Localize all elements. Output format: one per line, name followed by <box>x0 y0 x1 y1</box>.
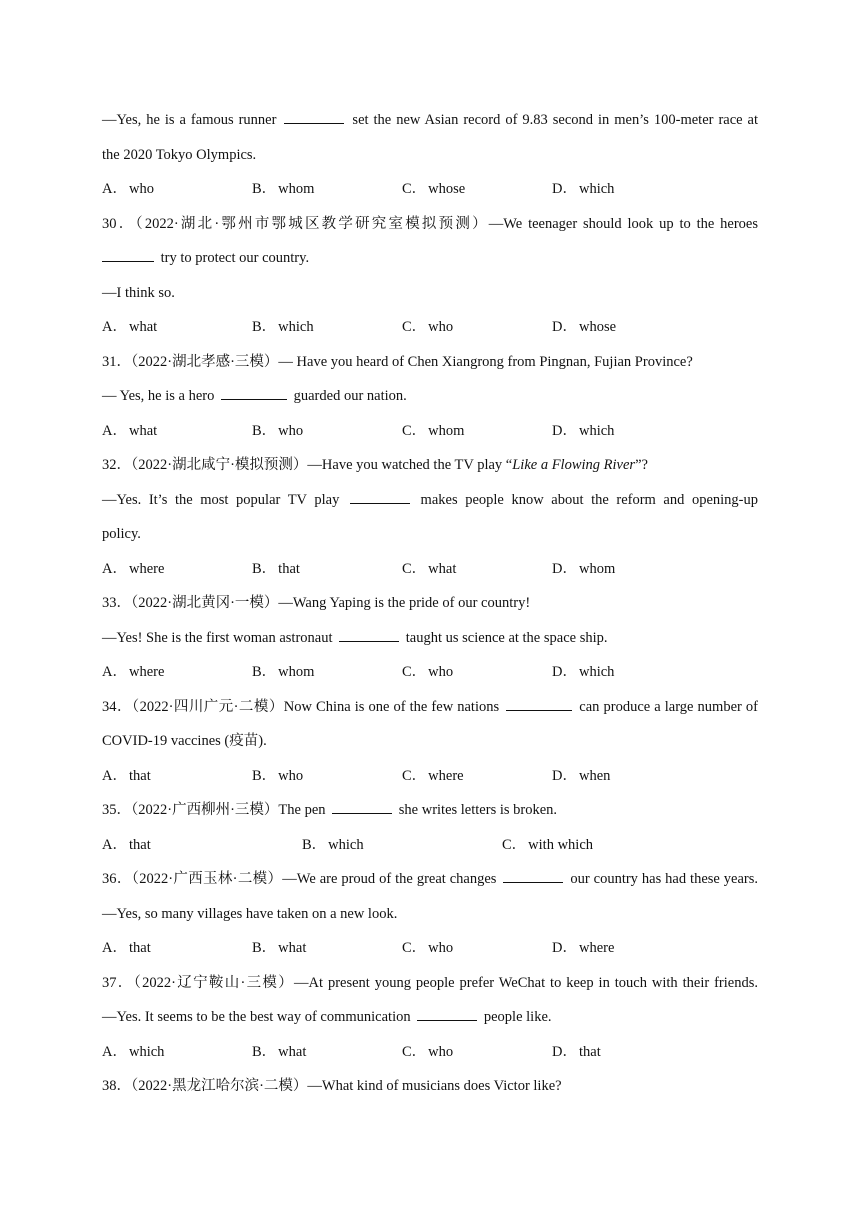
answer-blank <box>339 640 399 642</box>
option-d[interactable]: D． whom <box>552 560 616 577</box>
q32-options <box>102 552 758 587</box>
option-d[interactable]: D． which <box>552 422 615 439</box>
option-d[interactable]: D． whose <box>552 319 617 335</box>
q36-line2: —Yes, so many villages have taken on a new look. <box>102 905 398 922</box>
q31-line1: 31．（2022·湖北孝感·三模）— Have you heard of Chen Xiangrong from Pingnan, Fujian Province? <box>102 353 693 370</box>
option-b[interactable]: B． what <box>252 1043 307 1060</box>
option-a[interactable]: A． that <box>102 940 151 956</box>
option-a[interactable]: A． what <box>102 422 158 439</box>
q38-line1: 38．（2022·黑龙江哈尔滨·二模）—What kind of musicians does Victor like? <box>102 1078 562 1094</box>
option-c[interactable]: C． whom <box>402 422 465 439</box>
option-a[interactable]: A． where <box>102 560 165 577</box>
option-c[interactable]: C． who <box>402 664 454 680</box>
answer-blank <box>221 398 287 400</box>
answer-blank <box>102 260 154 262</box>
q32-line2: —Yes. It’s the most popular TV play makes people know about the reform and opening-up <box>102 491 759 508</box>
q33-options <box>102 655 758 690</box>
option-d[interactable]: D． which <box>552 664 615 680</box>
q37-options <box>102 1035 758 1070</box>
option-a[interactable]: A． that <box>102 767 151 784</box>
option-b[interactable]: B． what <box>252 940 307 956</box>
option-d[interactable]: D． that <box>552 1043 601 1060</box>
option-c[interactable]: C． whose <box>402 181 466 197</box>
q32-line1: 32．（2022·湖北咸宁·模拟预测）—Have you watched the TV play “Like a Flowing River”? <box>102 457 648 473</box>
option-b[interactable]: B． that <box>252 560 300 577</box>
option-a[interactable]: A． where <box>102 664 165 680</box>
option-c[interactable]: C． what <box>402 560 457 577</box>
q34-line2: COVID-19 vaccines (疫苗). <box>102 733 267 749</box>
q30-line3: —I think so. <box>102 284 175 301</box>
option-c[interactable]: C． with which <box>502 836 594 853</box>
option-d[interactable]: D． when <box>552 767 611 784</box>
q34-line1: 34．（2022·四川广元·二模）Now China is one of the few nations can produce a large number of <box>102 698 759 715</box>
option-b[interactable]: B． whom <box>252 664 315 680</box>
q31-line2: — Yes, he is a hero guarded our nation. <box>102 388 407 404</box>
q33-line1: 33．（2022·湖北黄冈·一模）—Wang Yaping is the pride of our country! <box>102 595 531 611</box>
q29-line2: the 2020 Tokyo Olympics. <box>102 146 257 163</box>
answer-blank <box>503 881 563 883</box>
option-d[interactable]: D． where <box>552 940 615 956</box>
q37-line1: 37．（2022·辽宁鞍山·三模）—At present young people prefer WeChat to keep in touch with their friends. <box>102 974 758 991</box>
q33-line2: —Yes! She is the first woman astronaut taught us science at the space ship. <box>102 629 608 646</box>
option-a[interactable]: A． who <box>102 181 154 197</box>
option-a[interactable]: A． which <box>102 1043 165 1060</box>
answer-blank <box>332 812 392 814</box>
q35-line1: 35．（2022·广西柳州·三模）The pen she writes letters is broken. <box>102 802 558 818</box>
option-a[interactable]: A． that <box>102 836 151 853</box>
option-b[interactable]: B． which <box>252 319 314 335</box>
option-b[interactable]: B． who <box>252 767 304 784</box>
option-a[interactable]: A． what <box>102 319 158 335</box>
q29-options <box>102 172 758 207</box>
answer-blank <box>350 502 410 504</box>
q31-options <box>102 414 758 449</box>
q32-line3: policy. <box>102 526 141 542</box>
document-page <box>102 103 758 1104</box>
option-d[interactable]: D． which <box>552 181 615 197</box>
q34-options <box>102 759 758 794</box>
option-b[interactable]: B． which <box>302 836 364 853</box>
q29-line1: —Yes, he is a famous runner set the new Asian record of 9.83 second in men’s 100-meter race at <box>102 112 759 128</box>
q35-options <box>102 828 758 863</box>
option-b[interactable]: B． who <box>252 422 304 439</box>
q30-line2: try to protect our country. <box>102 241 758 276</box>
option-c[interactable]: C． who <box>402 1043 454 1060</box>
answer-blank <box>506 709 572 711</box>
q30-options <box>102 310 758 345</box>
answer-blank <box>417 1019 477 1021</box>
q37-line2: —Yes. It seems to be the best way of communication people like. <box>102 1009 552 1025</box>
q36-line1: 36．（2022·广西玉林·二模）—We are proud of the great changes our country has had these years. <box>102 871 759 887</box>
option-c[interactable]: C． who <box>402 319 454 335</box>
option-c[interactable]: C． where <box>402 767 464 784</box>
q30-line1: 30．（2022·湖北·鄂州市鄂城区教学研究室模拟预测）—We teenager should look up to the heroes <box>102 215 758 232</box>
answer-blank <box>284 122 344 124</box>
q36-options <box>102 931 758 966</box>
option-c[interactable]: C． who <box>402 940 454 956</box>
option-b[interactable]: B． whom <box>252 181 315 197</box>
